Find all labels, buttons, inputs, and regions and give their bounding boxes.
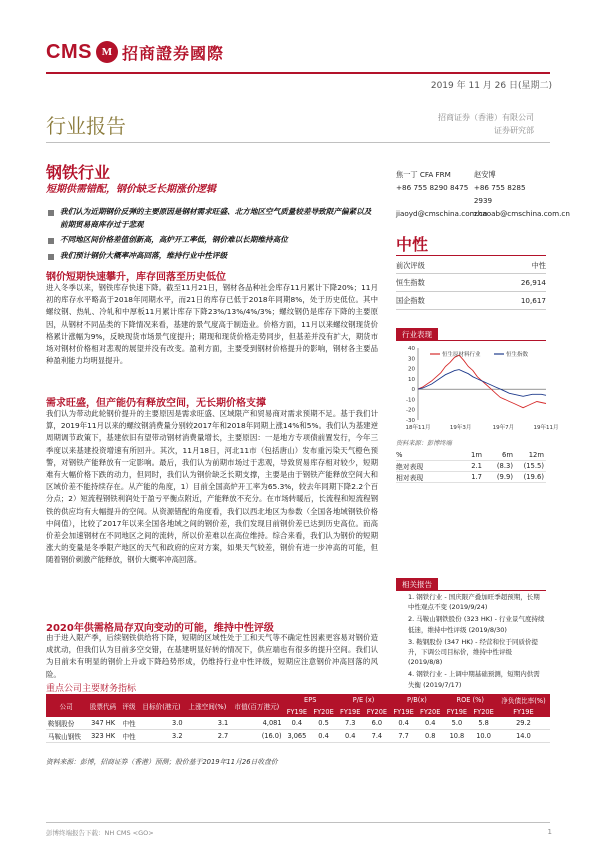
analyst-name: 赵安博 (474, 170, 496, 179)
fin-value: 14.0 (497, 730, 550, 743)
perf-header: % (396, 451, 403, 459)
fin-mcap: (16.0) (230, 730, 283, 743)
fin-col-header: 净负债比率(%) (497, 694, 550, 706)
perf-label: 绝对表现 (396, 463, 424, 471)
related-report-link[interactable]: 2. 马鞍山钢铁股份 (323 HK) - 行业景气度持续低迷，维持中性评级 (2019/8/30) (408, 615, 545, 634)
rating-row-label: 国企指数 (396, 295, 425, 305)
fin-value: 29.2 (497, 717, 550, 730)
financials-title: 重点公司主要财务指标 (46, 684, 137, 694)
fin-code: 323 HK (86, 730, 119, 743)
industry-title: 钢铁行业 (46, 163, 111, 182)
perf-header: 6m (502, 451, 513, 459)
related-divider (396, 590, 546, 591)
fin-col-header: 上涨空间(%) (185, 694, 231, 717)
fin-value: 0.4 (310, 730, 337, 743)
y-tick-label: -10 (406, 397, 415, 404)
logo-emblem-icon: M (96, 41, 118, 63)
rating-row-label: 前次评级 (396, 260, 425, 270)
fin-value: 0.4 (284, 717, 311, 730)
fin-rating: 中性 (120, 717, 139, 730)
title-divider (46, 142, 550, 143)
fin-sub-header: FY19E (444, 706, 471, 717)
rating-row (396, 274, 546, 292)
perf-value: 1.7 (471, 473, 482, 481)
chart-source: 资料来源：彭博终端 (396, 440, 452, 447)
fin-col-header: 目标价(港元) (138, 694, 184, 717)
analyst-phone: +86 755 8290 8475 (396, 183, 469, 192)
section-text: 进入冬季以来，钢铁库存快速下降。截至11月21日，钢材各品种社会库存11月累计下降20%；11月初的库存水平略高于2018年同期水平，而21日的库存已低于2018年同期8%，处于历史低位。其中螺纹钢、热轧、冷轧和中厚板11月累计库存下降23%/13%/4%/3%；螺纹钢仍是库存下降的主要原因，从钢材不同品类的下降情况来看，基建的景气度高于制造业。价格方面，11月以来螺纹钢现货价格累计涨幅为9%，反映现货市场景气度提升；期现和现货价格走势同步，但基差并没有扩大，期货市场对钢材价格相对悲观的展望并没有改变。盈利方面，主要受到钢材价格提升的影响，钢材各主要品种盈利能力均明显提升。 (46, 283, 378, 366)
analyst-email[interactable]: zhaoab@cmschina.com.cn (474, 209, 570, 218)
series-line (418, 370, 546, 397)
fin-value: 0.8 (417, 730, 444, 743)
fin-upside: 2.7 (185, 730, 231, 743)
fin-target: 3.2 (138, 730, 184, 743)
fin-value: 7.7 (390, 730, 417, 743)
org-name: 招商证券（香港）有限公司 (438, 113, 534, 122)
fin-value: 6.0 (364, 717, 391, 730)
fin-sub-header: FY19E (337, 706, 364, 717)
fin-sub-header: FY20E (310, 706, 337, 717)
analyst-email[interactable]: jiaoyd@cmschina.com.cn (396, 209, 488, 218)
y-tick-label: 10 (408, 376, 415, 383)
page-number: 1 (547, 828, 552, 836)
performance-table (396, 450, 546, 483)
rating-row-value: 中性 (531, 260, 546, 270)
fin-value: 5.8 (470, 717, 497, 730)
fin-col-header: 市值(百万港元) (230, 694, 283, 717)
rating-row (396, 292, 546, 310)
fin-rating: 中性 (120, 730, 139, 743)
fin-sub-header: FY19E (284, 706, 311, 717)
footer-divider (46, 822, 550, 823)
x-tick-label: 19年3月 (449, 425, 472, 431)
fin-col-header: 股票代码 (86, 694, 119, 717)
fin-value: 5.0 (444, 717, 471, 730)
rating-divider (396, 255, 546, 256)
fin-col-header: 评级 (120, 694, 139, 717)
series-line (418, 355, 546, 408)
logo-chinese-text: 招商證券國際 (121, 43, 224, 63)
table-row (46, 717, 550, 730)
header-divider (46, 72, 550, 74)
fin-sub-header: FY19E (497, 706, 550, 717)
analyst-phone: +86 755 8285 2939 (473, 183, 526, 205)
fin-col-header: 公司 (46, 694, 86, 717)
financials-header-row (46, 694, 550, 706)
x-tick-label: 19年11月 (533, 425, 559, 431)
footer-text: 彭博终端报告下载：NH CMS <GO> (46, 829, 154, 837)
perf-value: 2.1 (471, 462, 482, 470)
fin-sub-header: FY20E (364, 706, 391, 717)
fin-value: 7.3 (337, 717, 364, 730)
section-title: 需求旺盛，但产能仍有释放空间，无长期价格支撑 (46, 398, 266, 409)
perf-value: (8.3) (496, 462, 513, 470)
rating-row-value: 26,914 (520, 278, 546, 287)
report-type: 行业报告 (46, 114, 126, 138)
section-text: 由于进入限产季，后续钢铁供给将下降，短期的区域性处于工和天气等不确定性因素更容易对钢价造成扰动，但我们认为目前多空交错，在基建明显好转的情况下，供应端也有很多的提升空间。我们认为目前未有明显的钢价上升或下降趋势形成，仍维持行业中性评级，短期应注意钢价冲高回落的风险。 (46, 633, 378, 679)
fin-sub-header: FY19E (390, 706, 417, 717)
fin-col-header: P/B(x) (390, 694, 443, 706)
key-point: 不同地区间价格差值创新高，高炉开工率低，钢价难以长期维持高位 (46, 234, 378, 247)
perf-header: 12m (528, 451, 544, 459)
fin-target: 3.0 (138, 717, 184, 730)
fin-company: 鞍钢股份 (46, 717, 86, 730)
fin-sub-header: FY20E (470, 706, 497, 717)
y-tick-label: 40 (408, 346, 415, 352)
fin-value: 0.5 (310, 717, 337, 730)
perf-value: (9.9) (496, 473, 513, 481)
perf-label: 相对表现 (396, 474, 424, 482)
fin-value: 0.4 (390, 717, 417, 730)
fin-value: 3,065 (284, 730, 311, 743)
analyst-name: 焦一丁 CFA FRM (396, 170, 451, 179)
performance-row (396, 461, 546, 472)
related-box-title: 相关报告 (396, 578, 438, 591)
x-tick-label: 19年7月 (492, 425, 515, 431)
fin-mcap: 4,081 (230, 717, 283, 730)
related-report-link[interactable]: 4. 钢铁行业 - 上调中期基础预测，短期内供需失衡 (2019/7/17) (408, 670, 540, 689)
related-report-link[interactable]: 3. 鞍钢股份 (347 HK) - 经营和位于同质价提升，下调公司目标价，维持中性评级 (2019/8/8) (408, 637, 539, 667)
fin-col-header: ROE (%) (444, 694, 497, 706)
perf-header: 1m (471, 451, 482, 459)
fin-code: 347 HK (86, 717, 119, 730)
analyst-info (396, 168, 570, 220)
legend-label: 恒生原材料行业 (442, 352, 481, 358)
section-title: 2020年供需格局存双向变动的可能，维持中性评级 (46, 623, 274, 634)
y-tick-label: 20 (408, 366, 415, 373)
fin-value: 10.0 (470, 730, 497, 743)
rating-row-label: 恒生指数 (396, 277, 425, 287)
y-tick-label: -20 (406, 407, 415, 414)
report-date: 2019 年 11 月 26 日(星期二) (430, 81, 552, 91)
financials-table (46, 694, 550, 743)
rating-row-value: 10,617 (520, 296, 546, 305)
related-reports (396, 592, 546, 692)
x-tick-label: 18年11月 (405, 425, 431, 431)
key-points (46, 206, 378, 265)
performance-line-chart (396, 342, 559, 436)
y-tick-label: -30 (406, 418, 415, 424)
fin-company: 马鞍山钢铁 (46, 730, 86, 743)
key-point: 我们认为近期钢价反弹的主要原因是钢材需求旺盛、北方地区空气质量较差导致限产偏紧以及前期贸易商库存过于悲观 (46, 206, 378, 231)
fin-value: 0.4 (417, 717, 444, 730)
org-info (424, 111, 534, 137)
fin-upside: 3.1 (185, 717, 231, 730)
rating-table (396, 258, 546, 310)
section-text: 我们认为带动此轮钢价提升的主要原因是需求旺盛、区域限产和贸易商对需求预期不足。基于我们计算，2019年11月以来的螺纹钢消费量分别较2017年和2018年同期上涨14%和5%。我们认为基建逆周期调节政策下，基建依旧有望带动钢材消费量增长，主要原因：一是地方专项债前置发行，今年三季度以来基建投资增速有所回升。其次，11月18日，河北11市（包括唐山）发布重污染天气橙色预警，对钢铁产能释放有一定影响。最后，我们认为前期市场过于悲观，导致贸易库存相对较少，短期难有大幅价格下跌的动力，但同时，我们认为钢价缺乏长期支撑，主要是由于钢铁产能释放空间大和区域价差不能持续存在。从产能的角度，1）目前全国高炉开工率为65.3%，较去年同期下降2.2个百分点；2）短流程钢铁利润处于盈亏平衡点附近，产能释放不充分。在市场转暖后，长流程和短流程钢铁的供应均有大幅提升的空间。从资源错配的角度看，我们以西北地区为参数（全国各地域钢铁价格中间值），比较了2017年以来全国各地域之间的钢价差，我们发现目前钢价差已达到历史高位。而高价差会加速钢材在不同地区之间的流转，所以价差难以在高位维持。综合来看，我们认为钢价的短期涨大的变量是冬季限产地区的天气和政府的应对方案，如果天气较差，钢价有进一步冲高的可能，但随着钢价刺激产能释放，钢价大概率冲高回落。 (46, 409, 378, 565)
org-department: 证券研究部 (494, 126, 534, 135)
fin-value: 10.8 (444, 730, 471, 743)
performance-box-title: 行业表现 (396, 328, 438, 341)
fin-sub-header: FY20E (417, 706, 444, 717)
financials-source: 资料来源：彭博，招商证券（香港）预测；股价基于2019年11月26日收盘价 (46, 758, 278, 766)
related-report-link[interactable]: 1. 钢铁行业 - 国庆限产叠加旺季超预期，长期中性观点不变 (2019/9/24) (408, 593, 540, 612)
fin-value: 0.4 (337, 730, 364, 743)
key-point: 我们预计钢价大概率冲高回落，维持行业中性评级 (46, 250, 378, 263)
y-tick-label: 0 (411, 387, 415, 394)
perf-value: (19.6) (523, 473, 544, 481)
performance-divider (396, 340, 546, 341)
fin-value: 7.4 (364, 730, 391, 743)
y-tick-label: 30 (408, 356, 415, 363)
table-row (46, 730, 550, 743)
perf-value: (15.5) (523, 462, 544, 470)
fin-col-header: P/E (x) (337, 694, 390, 706)
performance-row (396, 472, 546, 483)
logo-cms-text: CMS (46, 40, 92, 63)
performance-header-row (396, 450, 546, 461)
rating-row (396, 258, 546, 274)
section-title: 钢价短期快速攀升，库存回落至历史低位 (46, 272, 226, 283)
report-subtitle: 短期供需错配，钢价缺乏长期涨价逻辑 (46, 184, 216, 195)
fin-col-header: EPS (284, 694, 337, 706)
legend-label: 恒生指数 (506, 352, 529, 358)
company-logo (46, 36, 224, 68)
rating-label: 中性 (396, 235, 429, 254)
